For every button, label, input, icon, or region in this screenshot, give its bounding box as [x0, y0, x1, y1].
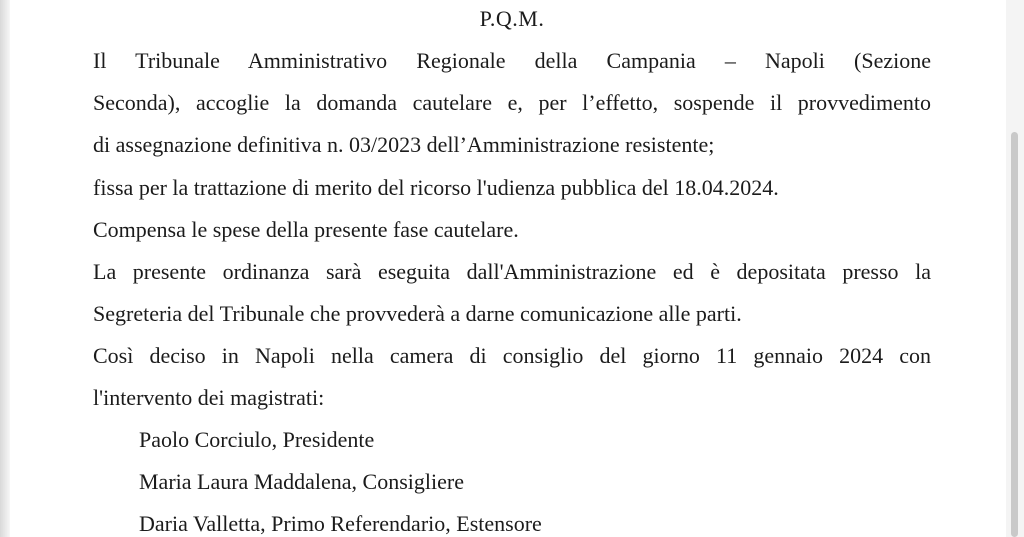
paragraph-line: Seconda), accoglie la domanda cautelare e, per l’effetto, sospende il provvedimento: [93, 90, 931, 115]
document-heading: P.Q.M.: [479, 6, 545, 31]
paragraph-line: fissa per la trattazione di merito del ricorso l'udienza pubblica del 18.04.2024.: [93, 175, 779, 200]
paragraph-line: La presente ordinanza sarà eseguita dall'Amministrazione ed è depositata presso la: [93, 259, 931, 284]
magistrate-entry: Daria Valletta, Primo Referendario, Estensore: [139, 511, 542, 536]
scrollbar-track[interactable]: [1006, 0, 1024, 537]
paragraph-line: Così deciso in Napoli nella camera di consiglio del giorno 11 gennaio 2024 con: [93, 343, 931, 368]
scrollbar-thumb[interactable]: [1011, 132, 1018, 537]
magistrate-entry: Maria Laura Maddalena, Consigliere: [139, 469, 464, 494]
paragraph-line: di assegnazione definitiva n. 03/2023 dell’Amministrazione resistente;: [93, 132, 715, 157]
paragraph-line: Compensa le spese della presente fase cautelare.: [93, 217, 519, 242]
page-left-edge: [0, 0, 10, 537]
paragraph-line: Il Tribunale Amministrativo Regionale della Campania – Napoli (Sezione: [93, 48, 931, 73]
magistrate-entry: Paolo Corciulo, Presidente: [139, 427, 375, 452]
paragraph-line: Segreteria del Tribunale che provvederà a darne comunicazione alle parti.: [93, 301, 742, 326]
paragraph-line: l'intervento dei magistrati:: [93, 385, 325, 410]
